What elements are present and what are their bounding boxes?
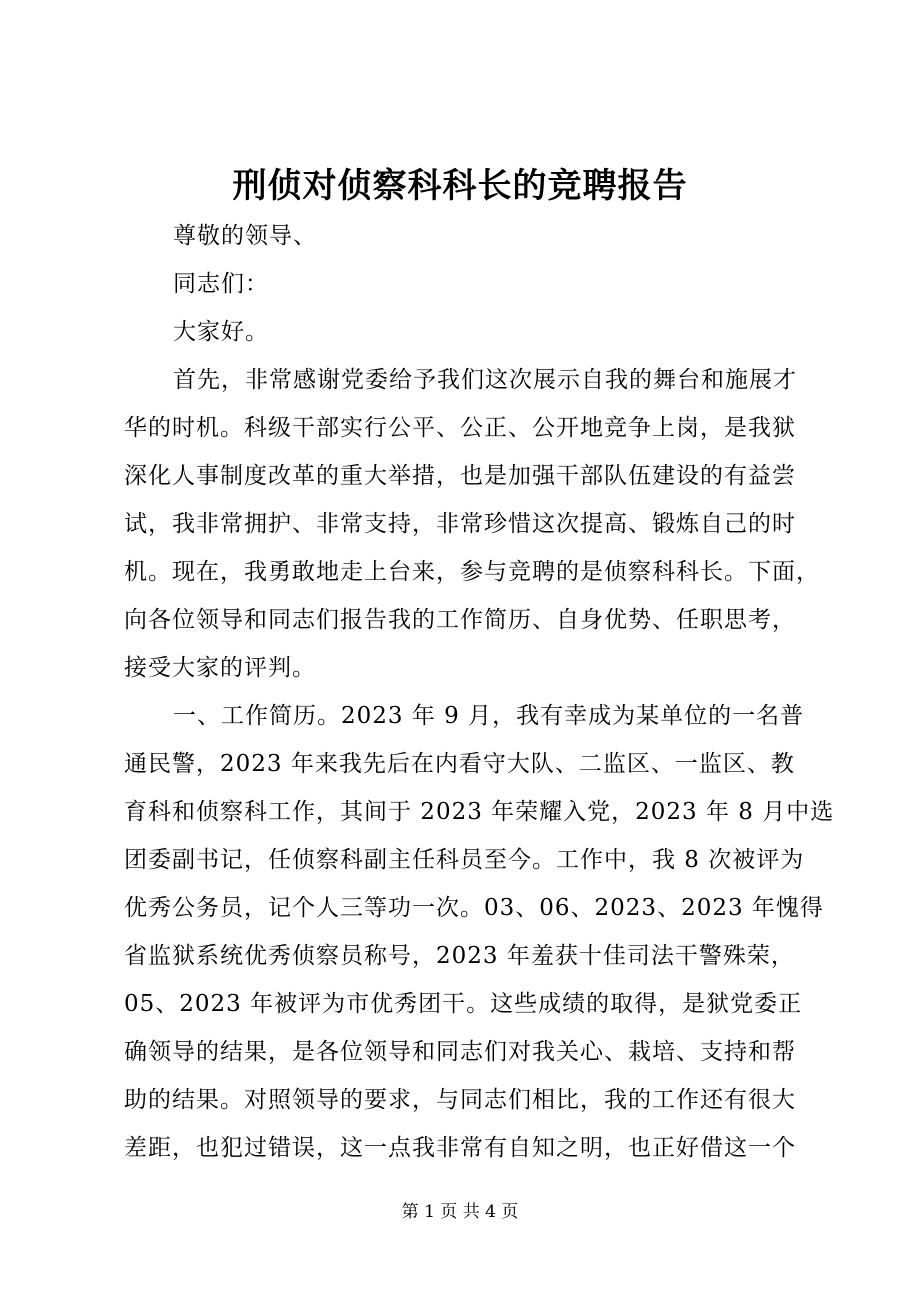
document-body	[124, 212, 835, 1172]
page-footer: 第 1 页 共 4 页	[401, 1202, 519, 1222]
body-line: 团委副书记，任侦察科副主任科员至今。工作中，我 8 次被评为	[124, 847, 805, 873]
body-line: 尊敬的领导、	[173, 223, 317, 249]
body-line: 接受大家的评判。	[124, 655, 316, 681]
body-line: 05、2023 年被评为市优秀团干。这些成绩的取得，是狱党委正	[124, 991, 803, 1017]
body-line: 华的时机。科级干部实行公平、公正、公开地竞争上岗，是我狱	[124, 415, 796, 441]
body-line: 深化人事制度改革的重大举措，也是加强干部队伍建设的有益尝	[124, 463, 796, 489]
body-line: 机。现在，我勇敢地走上台来，参与竞聘的是侦察科科长。下面，	[124, 559, 820, 585]
body-line: 差距，也犯过错误，这一点我非常有自知之明，也正好借这一个	[124, 1135, 796, 1161]
body-line: 一、工作简历。2023 年 9 月，我有幸成为某单位的一名普	[173, 703, 805, 729]
document-title: 刑侦对侦察科科长的竞聘报告	[232, 166, 688, 206]
body-line: 大家好。	[173, 319, 269, 345]
body-line: 优秀公务员，记个人三等功一次。03、06、2023、2023 年愧得	[124, 895, 824, 921]
body-line: 通民警，2023 年来我先后在内看守大队、二监区、一监区、教	[124, 751, 795, 777]
body-line: 向各位领导和同志们报告我的工作简历、自身优势、任职思考，	[124, 607, 796, 633]
body-line: 助的结果。对照领导的要求，与同志们相比，我的工作还有很大	[124, 1087, 796, 1113]
body-line: 省监狱系统优秀侦察员称号，2023 年羞获十佳司法干警殊荣，	[124, 943, 795, 969]
body-line: 确领导的结果，是各位领导和同志们对我关心、栽培、支持和帮	[124, 1039, 796, 1065]
body-line: 同志们：	[173, 271, 269, 297]
body-line: 首先，非常感谢党委给予我们这次展示自我的舞台和施展才	[173, 367, 797, 393]
body-line: 育科和侦察科工作，其间于 2023 年荣耀入党，2023 年 8 月中选	[124, 799, 835, 825]
body-line: 试，我非常拥护、非常支持，非常珍惜这次提高、锻炼自己的时	[124, 511, 796, 537]
